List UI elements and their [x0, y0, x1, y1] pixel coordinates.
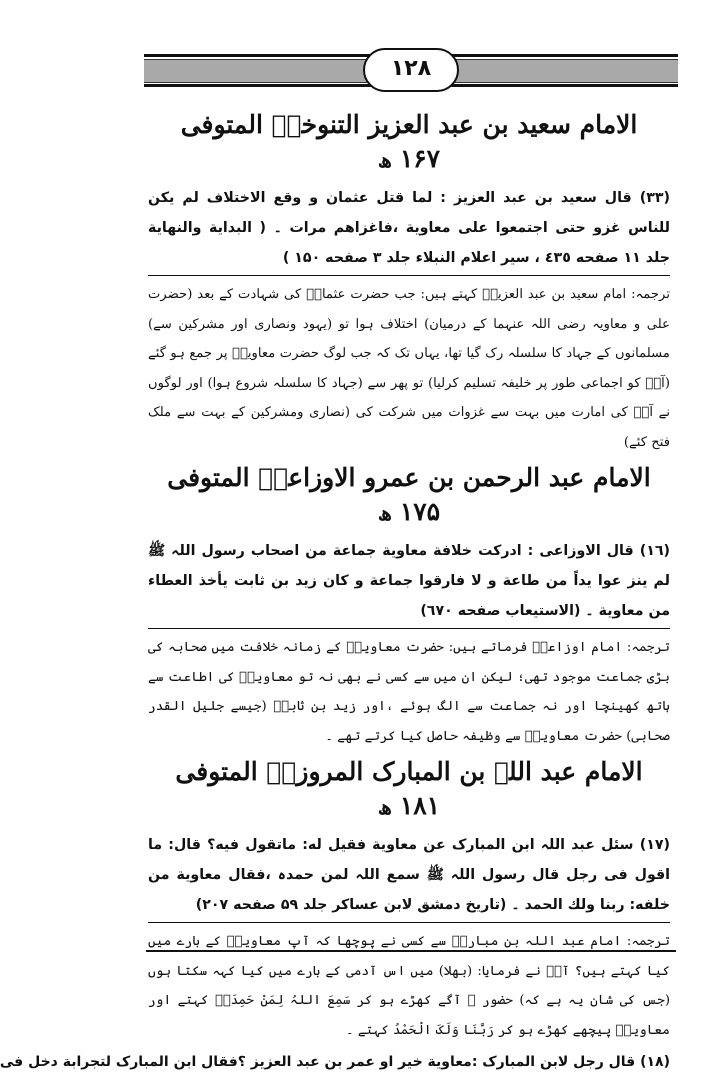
- section-saeed: [148, 108, 670, 457]
- arabic-narration: (۱۷) سئل عبد اللہ ابن المبارک عن معاویة فقیل له: ماتقول فیه؟ قال: ما اقول فی رجل قال رسول اللہ ﷺ سمع اللہ لمن حمدہ ،فقال معاویة من خلفه: ربنا ولك الحمد ۔ (تاریخ دمشق لابن عساکر جلد ۵۹ صفحه ۲۰۷): [148, 837, 670, 913]
- section-divider: [148, 922, 670, 923]
- header-band: [144, 54, 678, 88]
- continued-narration: (۱۸) قال رجل لابن المبارک :معاویة خیر او عمر بن عبد العزیز ؟فقال ابن المبارک لتجرابة دخل فی: [0, 1054, 670, 1070]
- urdu-translation: ترجمہ: امام اوزاعیؒ فرماتے ہیں: حضرت معاویہؓ کے زمانہ خلافت میں صحابہ کی بڑی جماعت موجود تھی؛ لیکن ان میں سے کسی نے بھی نہ تو معاویہؓ کی اطاعت سے ہاتھ کھینچا اور نہ جماعت سے الگ ہوئے ،اور زید بن ثابتؓ (جیسے جلیل القدر صحابی) حضرت معاویہؓ سے وظیفہ حاصل کیا کرتے تھے ۔: [148, 640, 670, 744]
- urdu-translation: ترجمہ: امام عبد اللہ بن مبارکؒ سے کسی نے پوچھا کہ آپ معاویہؓ کے بارے میں کیا کہتے ہیں؟ آپؒ نے فرمایا: (بھلا) میں اس آدمی کے بارے میں کیا کہہ سکتا ہوں (جس کی شان یہ ہے کہ) حضور ﷺ آگے کھڑے ہو کر سَمِعَ اللہُ لِمَنْ حَمِدَہٗ کہتے اور معاویہؓ پیچھے کھڑے ہو کر رَبَّنَا وَلَکَ الْحَمْدُ کہتے ۔: [148, 934, 670, 1038]
- footer-rule: [146, 950, 676, 952]
- heading-suffix: ھ: [377, 501, 392, 525]
- heading-suffix: ھ: [377, 148, 392, 172]
- urdu-translation: ترجمہ: امام سعید بن عبد العزیزؒ کہتے ہیں: جب حضرت عثمانؓ کی شہادت کے بعد (حضرت علی و معاویہ رضی اللہ عنہما کے درمیان) اختلاف ہوا تو (یہود ونصاری اور مشرکین سے) مسلمانوں کے جہاد کا سلسلہ رک گیا تھا، یہاں تک کہ جب لوگ حضرت معاویہؓ پر جمع ہو گئے (آپؓ کو اجماعی طور پر خلیفہ تسلیم کرلیا) تو پھر سے (جہاد کا سلسلہ شروع ہوا) اور لوگوں نے آپؓ کی امارت میں بہت سے غزوات میں شرکت کی (نصاری ومشرکین کے بہت سے ملک فتح کئے): [148, 287, 670, 450]
- section-divider: [148, 628, 670, 629]
- section-awzai: [148, 461, 670, 751]
- section-heading: [148, 461, 670, 530]
- heading-suffix: ھ: [377, 795, 392, 819]
- arabic-narration: (۳۳) قال سعید بن عبد العزیز : لما قتل عثمان و وقع الاختلاف لم یکن للناس غزو حتی اجتمعوا علی معاویة ،فاغزاھم مرات ۔ ( البدایة والنھایة جلد ۱۱ صفحه ٤٣٥ ، سیر اعلام النبلاء جلد ۳ صفحه ۱۵۰ ): [148, 190, 670, 266]
- page-content: [0, 104, 670, 1077]
- heading-text: الامام عبد الرحمن بن عمرو الاوزاعیؒ المتوفی ۱۷۵: [167, 463, 651, 526]
- section-heading: [148, 108, 670, 177]
- page-number: ۱۲۸: [363, 48, 459, 92]
- arabic-narration: (۱٦) قال الاوزاعی : ادرکت خلافة معاویة جماعة من اصحاب رسول اللہ ﷺ لم ینز عوا یداً من طاعة و لا فارقوا جماعة و کان زید بن ثابت یأخذ العطاء من معاویة ۔ (الاستیعاب صفحه ٦٧٠): [148, 543, 670, 619]
- section-heading: [148, 755, 670, 824]
- heading-text: الامام عبد اللہ بن المبارک المروزیؒ المتوفی ۱۸۱: [175, 757, 643, 820]
- section-divider: [148, 275, 670, 276]
- section-ibn-mubarak: [148, 755, 670, 1045]
- heading-text: الامام سعید بن عبد العزیز التنوخیؒ المتوفی ۱۶۷: [180, 110, 638, 173]
